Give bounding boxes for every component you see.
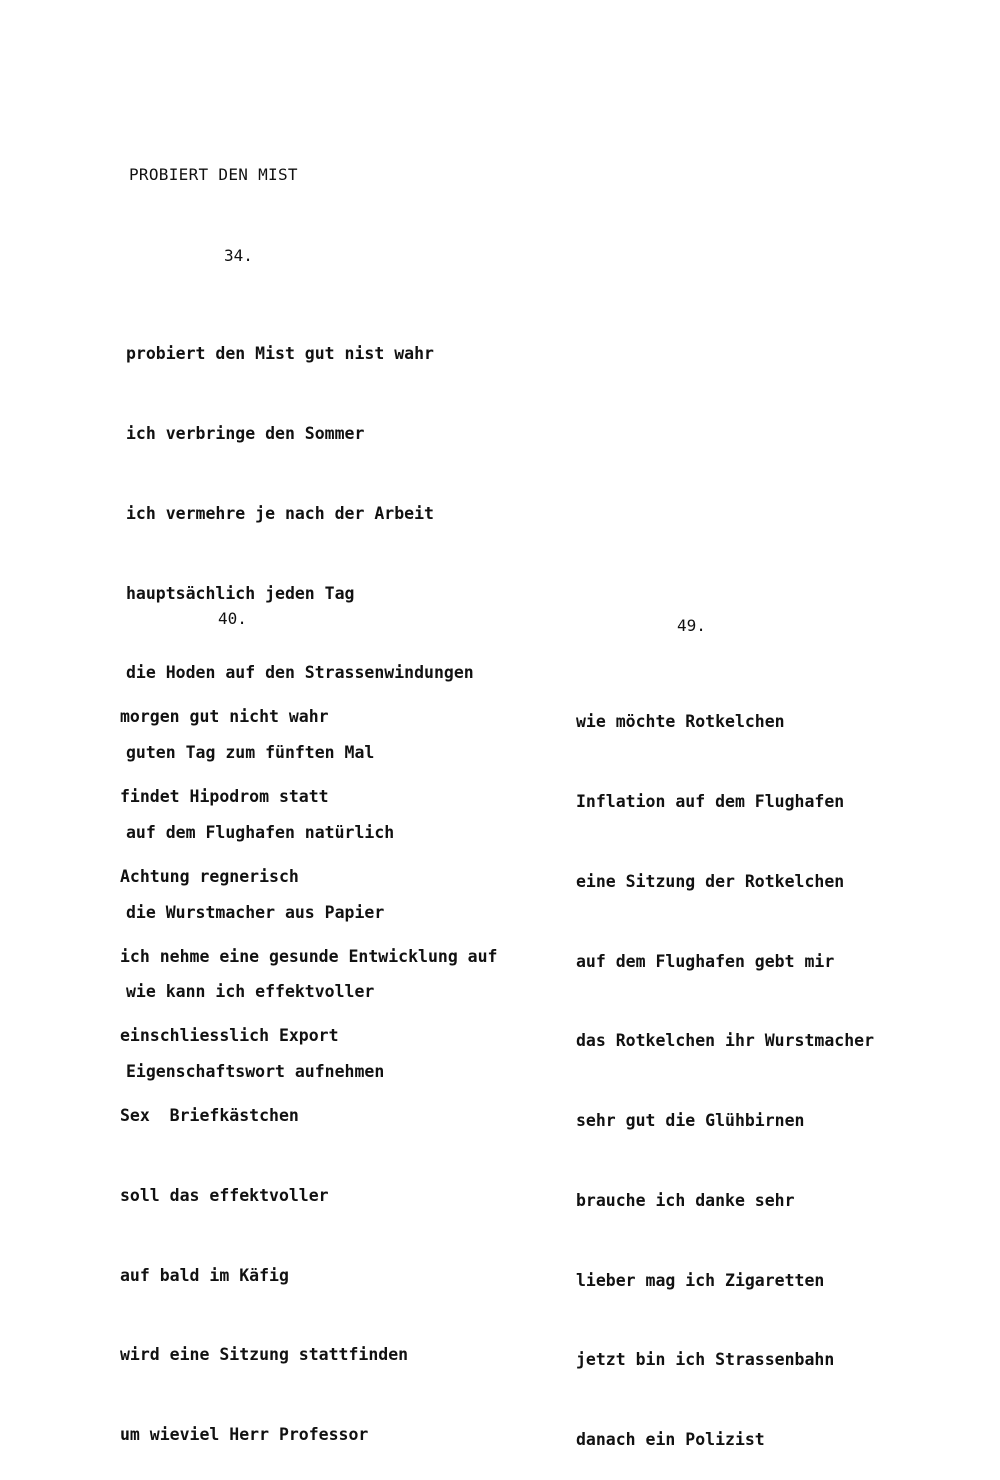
poem-line: eine Sitzung der Rotkelchen bbox=[576, 871, 845, 891]
poem-line: soll das effektvoller bbox=[120, 1185, 329, 1205]
poem-line: die Hoden auf den Strassenwindungen bbox=[126, 663, 474, 683]
poem-line: jetzt bin ich Strassenbahn bbox=[576, 1350, 835, 1370]
poem-line: einschliesslich Export bbox=[120, 1026, 339, 1046]
poem-line: ich nehme eine gesunde Entwicklung auf bbox=[120, 946, 498, 966]
poem-line: hauptsächlich jeden Tag bbox=[126, 583, 355, 603]
poem-line: ich vermehre je nach der Arbeit bbox=[126, 503, 434, 523]
stanza-number-49: 49. bbox=[677, 616, 706, 635]
poem-line: sehr gut die Glühbirnen bbox=[576, 1111, 805, 1131]
poem-line: wie kann ich effektvoller bbox=[126, 982, 375, 1002]
poem-line: Sex Briefkästchen bbox=[120, 1106, 299, 1126]
poem-line: auf dem Flughafen gebt mir bbox=[576, 951, 835, 971]
poem-line: morgen gut nicht wahr bbox=[120, 707, 329, 727]
page-title: PROBIERT DEN MIST bbox=[129, 165, 298, 184]
poem-line: das Rotkelchen ihr Wurstmacher bbox=[576, 1031, 875, 1051]
poem-line: um wieviel Herr Professor bbox=[120, 1425, 369, 1445]
poem-line: ich verbringe den Sommer bbox=[126, 423, 365, 443]
poem-line: lieber mag ich Zigaretten bbox=[576, 1270, 825, 1290]
poem-line: wie möchte Rotkelchen bbox=[576, 712, 785, 732]
stanza-40 bbox=[120, 651, 498, 1475]
poem-line: wird eine Sitzung stattfinden bbox=[120, 1345, 409, 1365]
poem-line: danach ein Polizist bbox=[576, 1430, 765, 1450]
stanza-49 bbox=[576, 656, 874, 1480]
poem-line: die Wurstmacher aus Papier bbox=[126, 902, 385, 922]
poem-line: Inflation auf dem Flughafen bbox=[576, 791, 845, 811]
poem-line: Achtung regnerisch bbox=[120, 866, 299, 886]
poem-line: brauche ich danke sehr bbox=[576, 1190, 795, 1210]
stanza-number-40: 40. bbox=[218, 609, 247, 628]
poem-line: Eigenschaftswort aufnehmen bbox=[126, 1062, 385, 1082]
poem-line: findet Hipodrom statt bbox=[120, 786, 329, 806]
poem-line: auf bald im Käfig bbox=[120, 1265, 289, 1285]
poem-line: probiert den Mist gut nist wahr bbox=[126, 344, 434, 364]
stanza-number-34: 34. bbox=[224, 246, 253, 265]
poem-line: auf dem Flughafen natürlich bbox=[126, 822, 395, 842]
poem-line: guten Tag zum fünften Mal bbox=[126, 743, 375, 763]
